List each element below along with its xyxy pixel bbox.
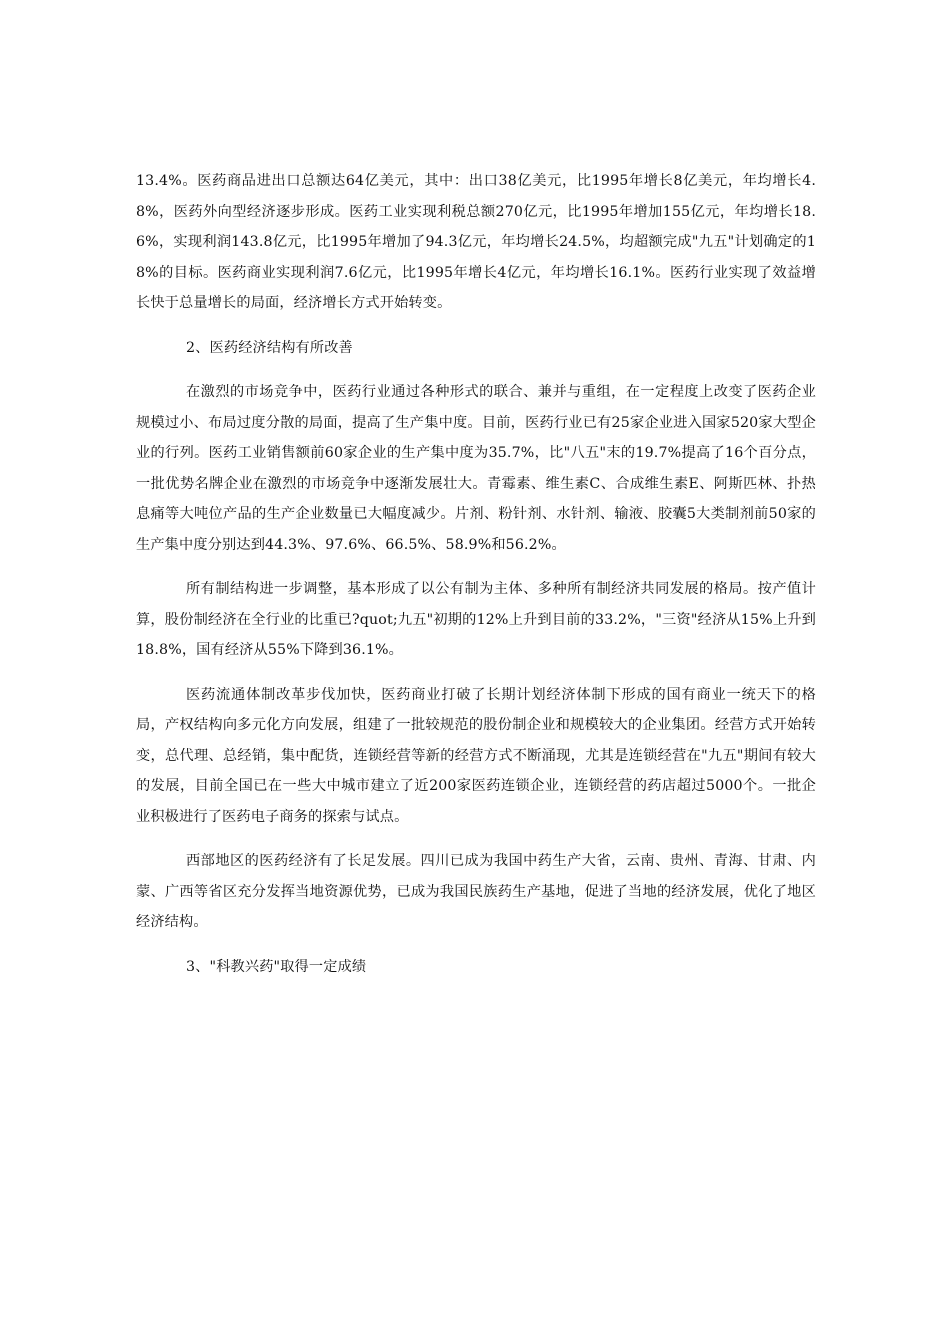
paragraph-distribution-reform: 医药流通体制改革步伐加快，医药商业打破了长期计划经济体制下形成的国有商业一统天下的格局，产权结构向多元化方向发展，组建了一批较规范的股份制企业和规模较大的企业集团。经营方式开始转变，总代理、总经销，集中配货，连锁经营等新的经营方式不断涌现，尤其是连锁经营在"九五"期间有较大的发展，目前全国已在一些大中城市建立了近200家医药连锁企业，连锁经营的药店超过5000个。一批企业积极进行了医药电子商务的探索与试点。 [136,686,816,825]
paragraph-concentration: 在激烈的市场竞争中，医药行业通过各种形式的联合、兼并与重组，在一定程度上改变了医药企业规模过小、布局过度分散的局面，提高了生产集中度。目前，医药行业已有25家企业进入国家520家大型企业的行列。医药工业销售额前60家企业的生产集中度为35.7%，比"八五"末的19.7%提高了16个百分点，一批优势名牌企业在激烈的市场竞争中逐渐发展壮大。青霉素、维生素C、合成维生素E、阿斯匹林、扑热息痛等大吨位产品的生产企业数量已大幅度减少。片剂、粉针剂、水针剂、输液、胶囊5大类制剂前50家的生产集中度分别达到44.3%、97.6%、66.5%、58.9%和56.2%。 [136,384,816,553]
document-body [136,166,816,982]
paragraph-western-region: 西部地区的医药经济有了长足发展。四川已成为我国中药生产大省，云南、贵州、青海、甘肃、内蒙、广西等省区充分发挥当地资源优势，已成为我国民族药生产基地，促进了当地的经济发展，优化了地区经济结构。 [136,853,816,930]
paragraph-ownership: 所有制结构进一步调整，基本形成了以公有制为主体、多种所有制经济共同发展的格局。按产值计算，股份制经济在全行业的比重已?quot;九五"初期的12%上升到目前的33.2%，"三资"经济从15%上升到18.8%，国有经济从55%下降到36.1%。 [136,581,816,658]
section-heading-structure: 2、医药经济结构有所改善 [186,339,353,356]
paragraph-performance-summary: 13.4%。医药商品进出口总额达64亿美元，其中：出口38亿美元，比1995年增长8亿美元，年均增长4.8%，医药外向型经济逐步形成。医药工业实现利税总额270亿元，比1995年增加155亿元，年均增长18.6%，实现利润143.8亿元，比1995年增加了94.3亿元，年均增长24.5%，均超额完成"九五"计划确定的18%的目标。医药商业实现利润7.6亿元，比1995年增长4亿元，年均增长16.1%。医药行业实现了效益增长快于总量增长的局面，经济增长方式开始转变。 [136,173,816,311]
section-heading-science: 3、"科教兴药"取得一定成绩 [186,958,367,975]
